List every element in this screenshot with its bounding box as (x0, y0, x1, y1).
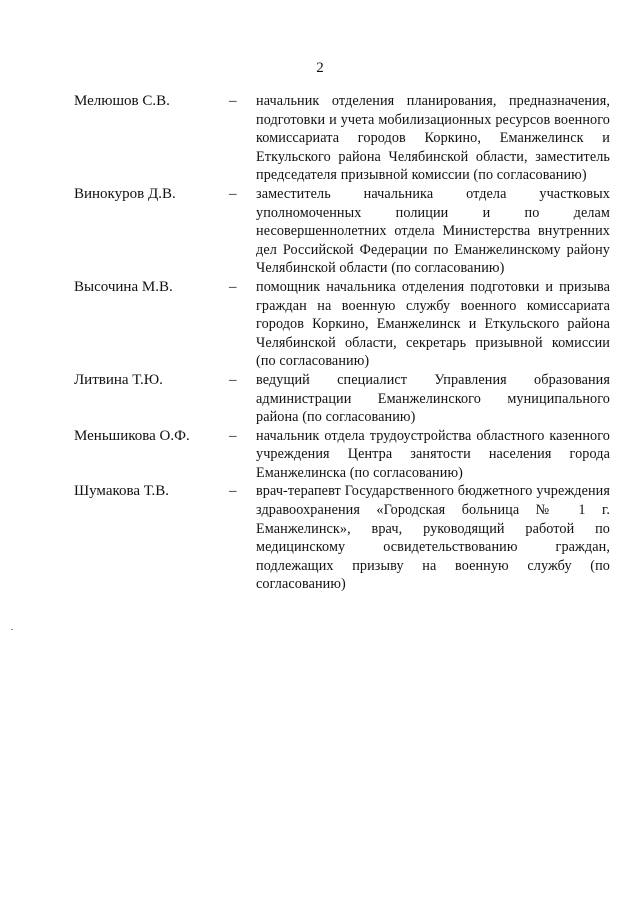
member-dash: – (229, 483, 237, 500)
member-entry (0, 482, 640, 594)
member-position: помощник начальника отделения подготовки и призыва граждан на военную службу военного комиссариата городов Коркино, Еманжелинск и Еткульского района Челябинской области, секретарь призывной комиссии (по согласованию) (256, 278, 610, 370)
member-dash: – (229, 93, 237, 109)
member-position: врач-терапевт Государственного бюджетного учреждения здравоохранения «Городская больница № 1 г. Еманжелинск», врач, руководящий работой по медицинскому освидетельствованию граждан, подлежащих призыву на военную службу (по согласованию) (256, 483, 610, 593)
scan-speck (11, 629, 13, 630)
member-name: Меньшикова О.Ф. (74, 427, 190, 444)
member-entry (0, 92, 640, 185)
member-name: Шумакова Т.В. (74, 483, 169, 500)
member-dash: – (229, 427, 237, 444)
member-name: Литвина Т.Ю. (74, 371, 163, 388)
member-position: ведущий специалист Управления образования администрации Еманжелинского муниципального района (по согласованию) (256, 371, 610, 426)
commission-member-list (0, 92, 640, 594)
member-name: Высочина М.В. (74, 278, 173, 295)
member-name: Винокуров Д.В. (74, 185, 176, 202)
member-entry (0, 278, 640, 371)
member-position: начальник отдела трудоустройства областного казенного учреждения Центра занятости населения города Еманжелинска (по согласованию) (256, 427, 610, 481)
member-dash: – (229, 185, 237, 202)
member-position: заместитель начальника отдела участковых уполномоченных полиции и по делам несовершеннолетних отдела Министерства внутренних дел Российской Федерации по Еманжелинскому району Челябинской области (по согласованию) (256, 185, 610, 277)
member-name: Мелюшов С.В. (74, 93, 170, 109)
page-number: 2 (316, 60, 324, 76)
member-dash: – (229, 371, 237, 388)
member-dash: – (229, 278, 237, 295)
member-entry (0, 427, 640, 483)
member-entry (0, 185, 640, 278)
member-entry (0, 371, 640, 427)
member-position: начальник отделения планирования, предназначения, подготовки и учета мобилизационных ресурсов военного комиссариата городов Коркино, Еманжелинск и Еткульского района Челябинской области, заместитель председателя призывной комиссии (по согласованию) (256, 93, 610, 184)
